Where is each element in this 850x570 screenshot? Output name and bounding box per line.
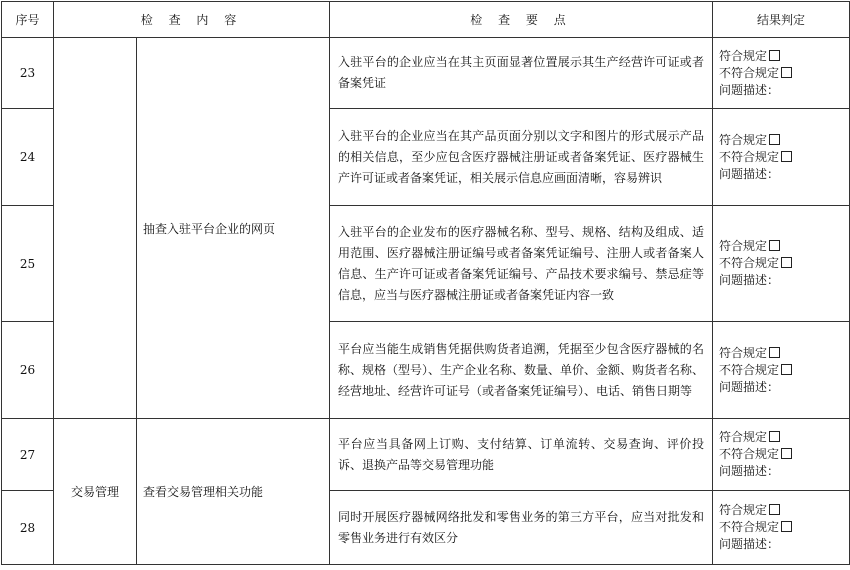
table-row [2,38,850,109]
comply-label: 符合规定 [719,503,768,517]
category-trade-management: 交易管理 [54,419,137,565]
comply-checkbox[interactable] [769,504,780,515]
result-cell [713,206,850,322]
not-comply-label: 不符合规定 [719,256,780,270]
row-number: 25 [2,206,54,322]
not-comply-checkbox[interactable] [781,521,792,532]
not-comply-checkbox[interactable] [781,448,792,459]
row-number: 24 [2,109,54,206]
comply-checkbox[interactable] [769,431,780,442]
comply-label: 符合规定 [719,132,768,147]
comply-label: 符合规定 [719,48,768,63]
issue-label: 问题描述： [719,273,780,287]
row-number: 26 [2,322,54,419]
check-point: 平台应当具备网上订购、支付结算、订单流转、交易查询、评价投诉、退换产品等交易管理功能 [330,419,713,491]
not-comply-label: 不符合规定 [719,65,780,80]
not-comply-checkbox[interactable] [781,257,792,268]
issue-label: 问题描述： [719,166,780,181]
header-content: 检 查 内 容 [54,2,330,38]
inspection-table [1,1,850,565]
table-row [2,419,850,491]
not-comply-checkbox[interactable] [781,151,792,162]
check-point: 入驻平台的企业应当在其产品页面分别以文字和图片的形式展示产品的相关信息，至少应包含医疗器械注册证或者备案凭证、医疗器械生产许可证或者备案凭证，相关展示信息应画面清晰，容易辨识 [330,109,713,206]
check-content: 抽查入驻平台企业的网页 [137,38,330,419]
not-comply-checkbox[interactable] [781,67,792,78]
issue-label: 问题描述： [719,82,780,97]
header-points: 检 查 要 点 [330,2,713,38]
check-content: 查看交易管理相关功能 [137,419,330,565]
comply-label: 符合规定 [719,345,768,360]
comply-checkbox[interactable] [769,50,780,61]
not-comply-label: 不符合规定 [719,362,780,377]
comply-checkbox[interactable] [769,347,780,358]
comply-checkbox[interactable] [769,240,780,251]
row-number: 27 [2,419,54,491]
result-cell [713,109,850,206]
issue-label: 问题描述： [719,464,780,478]
not-comply-label: 不符合规定 [719,447,780,461]
header-row [2,2,850,38]
check-point: 平台应当能生成销售凭据供购货者追溯，凭据至少包含医疗器械的名称、规格（型号）、生产企业名称、数量、单价、金额、购货者名称、经营地址、经营许可证号（或者备案凭证编号）、电话、销售日期等 [330,322,713,419]
issue-label: 问题描述： [719,537,780,551]
row-number: 23 [2,38,54,109]
result-cell [713,419,850,491]
not-comply-label: 不符合规定 [719,149,780,164]
header-seq: 序号 [2,2,54,38]
not-comply-label: 不符合规定 [719,520,780,534]
result-cell [713,38,850,109]
check-point: 同时开展医疗器械网络批发和零售业务的第三方平台，应当对批发和零售业务进行有效区分 [330,491,713,565]
header-result: 结果判定 [713,2,850,38]
comply-checkbox[interactable] [769,134,780,145]
result-cell [713,322,850,419]
not-comply-checkbox[interactable] [781,364,792,375]
issue-label: 问题描述： [719,379,780,394]
check-point: 入驻平台的企业应当在其主页面显著位置展示其生产经营许可证或者备案凭证 [330,38,713,109]
comply-label: 符合规定 [719,430,768,444]
check-point: 入驻平台的企业发布的医疗器械名称、型号、规格、结构及组成、适用范围、医疗器械注册证编号或者备案凭证编号、注册人或者备案人信息、生产许可证或者备案凭证编号、产品技术要求编号、禁忌症等信息，应当与医疗器械注册证或者备案凭证内容一致 [330,206,713,322]
row-number: 28 [2,491,54,565]
comply-label: 符合规定 [719,239,768,253]
result-cell [713,491,850,565]
category-cell-empty [54,38,137,419]
